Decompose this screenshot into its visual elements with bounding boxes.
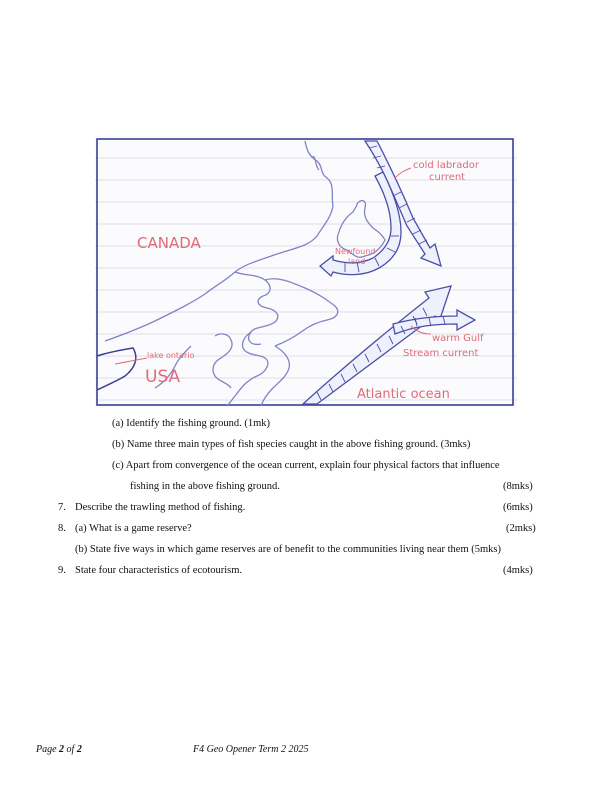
ruled-lines — [95, 158, 517, 400]
question-8a-marks: (2mks) — [506, 523, 536, 534]
question-8a: (a) What is a game reserve? — [75, 523, 192, 534]
question-7-marks: (6mks) — [503, 502, 533, 513]
question-7-number: 7. — [58, 502, 66, 513]
label-usa: USA — [145, 367, 181, 387]
question-8-number: 8. — [58, 523, 66, 534]
question-7: Describe the trawling method of fishing. — [75, 502, 246, 513]
label-newfoundland-1: Newfound — [335, 247, 376, 256]
fishing-ground-map — [95, 136, 517, 408]
page-current: 2 — [59, 744, 65, 755]
page-prefix: Page — [36, 744, 60, 755]
map-drawing — [95, 136, 517, 408]
label-gulf-stream-2: Stream current — [403, 348, 479, 359]
label-newfoundland-2: land — [348, 257, 366, 266]
label-atlantic-ocean: Atlantic ocean — [357, 387, 450, 402]
label-lake-ontario: lake ontario — [147, 351, 195, 360]
question-6c-line1: (c) Apart from convergence of the ocean current, explain four physical factors that influence — [112, 460, 500, 471]
question-8b: (b) State five ways in which game reserves are of benefit to the communities living near them (5mks) — [75, 544, 501, 555]
question-9-number: 9. — [58, 565, 66, 576]
label-gulf-stream-1: warm Gulf — [432, 333, 484, 344]
label-canada: CANADA — [137, 234, 201, 252]
question-6c-line2: fishing in the above fishing ground. — [130, 481, 280, 492]
question-9: State four characteristics of ecotourism. — [75, 565, 243, 576]
page-number — [36, 744, 82, 755]
page-separator: of — [64, 744, 77, 755]
question-6a: (a) Identify the fishing ground. (1mk) — [112, 418, 271, 429]
lake-outline — [97, 348, 136, 390]
question-9-marks: (4mks) — [503, 565, 533, 576]
question-6b: (b) Name three main types of fish species caught in the above fishing ground. (3mks) — [112, 439, 471, 450]
page-total: 2 — [76, 744, 82, 755]
label-cold-current-2: current — [429, 172, 466, 183]
question-6c-marks: (8mks) — [503, 481, 533, 492]
label-cold-current-1: cold labrador — [413, 160, 479, 171]
document-title: F4 Geo Opener Term 2 2025 — [193, 744, 309, 755]
